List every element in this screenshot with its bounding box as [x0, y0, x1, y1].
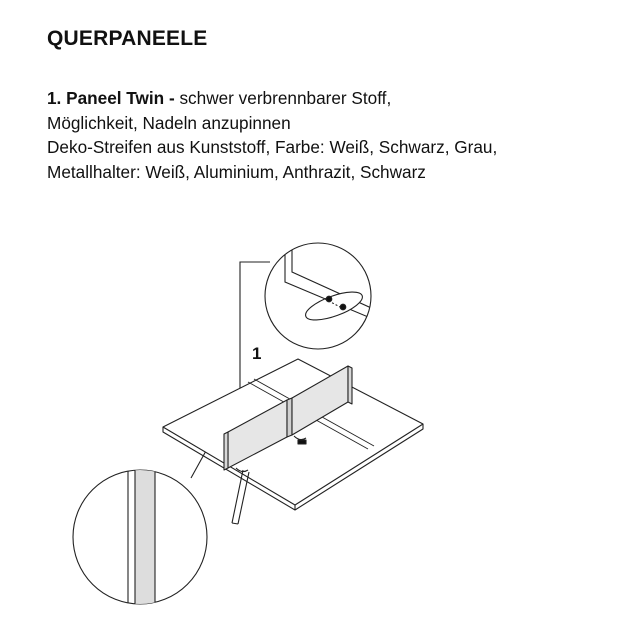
description-line-2: Möglichkeit, Nadeln anzupinnen — [47, 112, 291, 133]
deko-strip — [135, 460, 155, 620]
panel-left-edge — [224, 432, 228, 470]
description-line-1-text: schwer verbrennbarer Stoff, — [179, 88, 392, 108]
panel-right-edge — [348, 366, 352, 404]
detail-circle-top — [265, 240, 380, 349]
panel-left-strip — [287, 398, 292, 437]
description-line-4: Metallhalter: Weiß, Aluminium, Anthrazit, Schwarz — [47, 161, 426, 182]
callout-number: 1 — [252, 344, 262, 363]
detail-circle-bottom — [73, 460, 207, 620]
description-line-3: Deko-Streifen aus Kunststoff, Farbe: Weiß, Schwarz, Grau, — [47, 137, 498, 157]
desk — [163, 359, 423, 524]
page-title: QUERPANEELE — [47, 27, 208, 50]
item-label: 1. Paneel Twin - — [47, 88, 175, 108]
clamp — [298, 440, 306, 444]
